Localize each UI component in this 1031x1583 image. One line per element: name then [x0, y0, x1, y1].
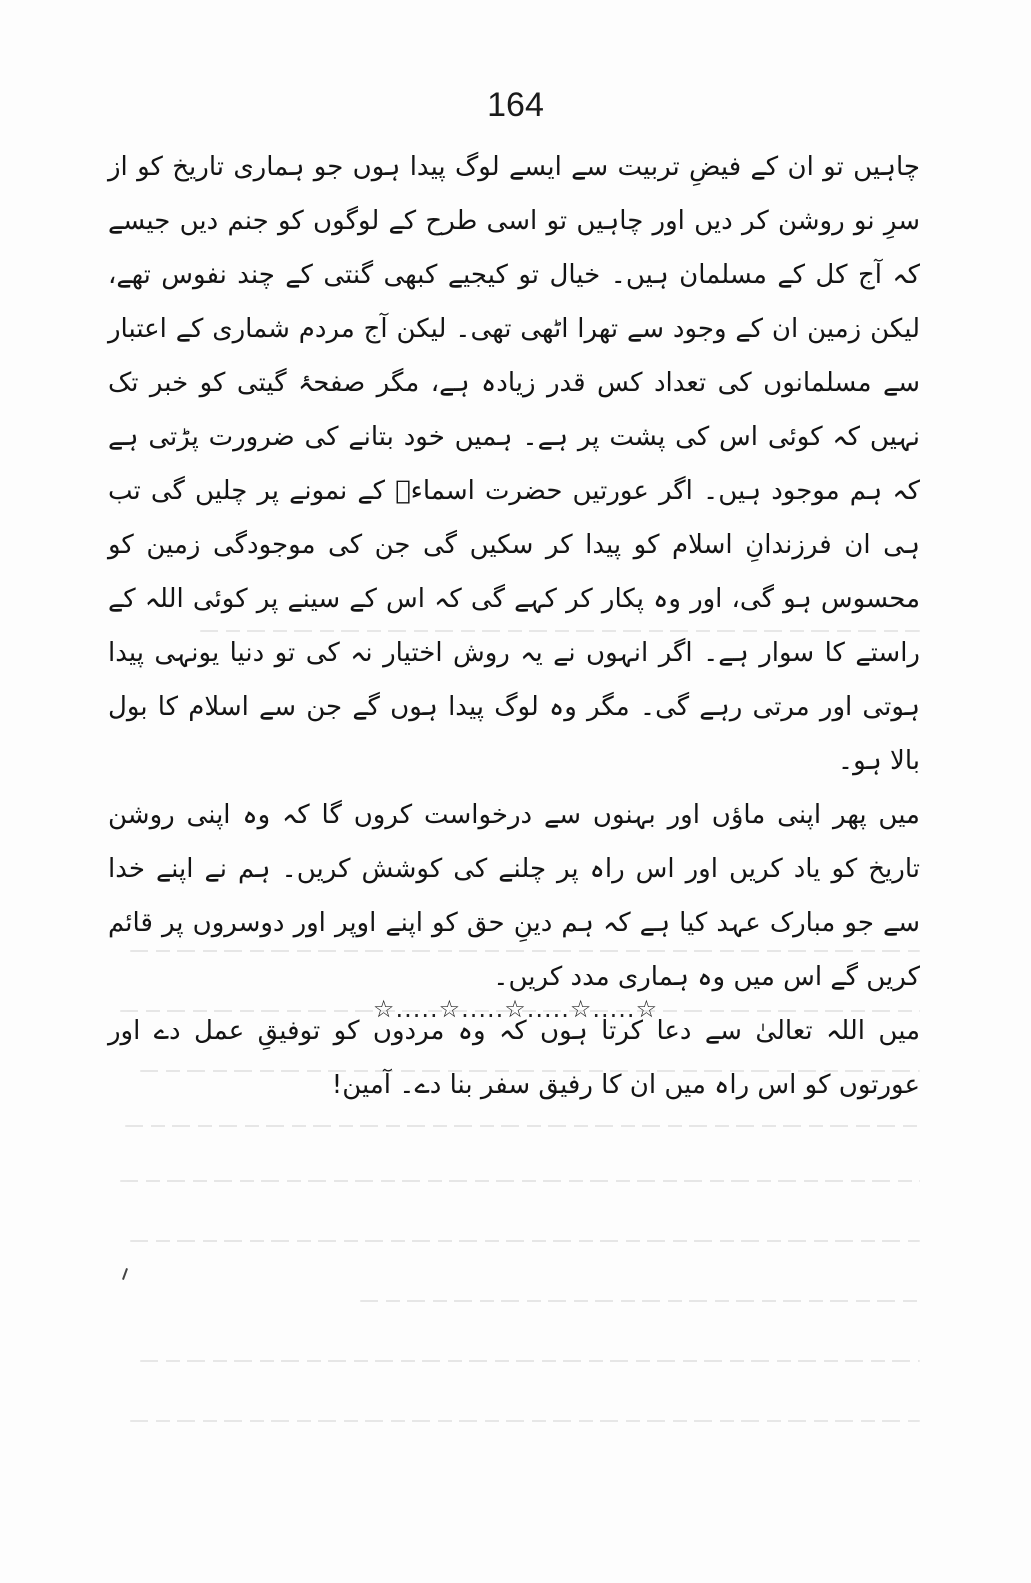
- bleed-line: [125, 1125, 920, 1127]
- page-number: 164: [487, 86, 544, 124]
- page-body: [108, 140, 920, 1112]
- bleed-line: [140, 1360, 920, 1362]
- bleed-line: [120, 1180, 920, 1182]
- paragraph: میں پھر اپنی ماؤں اور بہنوں سے درخواست کروں گا کہ وہ اپنی روشن تاریخ کو یاد کریں اور اس راہ پر چلنے کی کوشش کریں۔ ہم نے اپنے خدا سے جو مبارک عہد کیا ہے کہ ہم دینِ حق کو اپنے اوپر اور دوسروں پر قائم کریں گے اس میں وہ ہماری مدد کریں۔: [108, 800, 920, 992]
- star-separator: ☆.....☆.....☆.....☆.....☆: [372, 995, 659, 1023]
- bleed-line: [130, 1240, 920, 1242]
- bleed-line: [130, 1420, 920, 1422]
- pencil-mark: [122, 1268, 128, 1280]
- bleed-line: [360, 1300, 920, 1302]
- paragraph: چاہیں تو ان کے فیضِ تربیت سے ایسے لوگ پیدا ہوں جو ہماری تاریخ کو از سرِ نو روشن کر دیں اور چاہیں تو اسی طرح کے لوگوں کو جنم دیں جیسے کہ آج کل کے مسلمان ہیں۔ خیال تو کیجیے کبھی گنتی کے چند نفوس تھے، لیکن زمین ان کے وجود سے تھرا اٹھی تھی۔ لیکن آج مردم شماری کے اعتبار سے مسلمانوں کی تعداد کس قدر زیادہ ہے، مگر صفحۂ گیتی کو خبر تک نہیں کہ کوئی اس کی پشت پر ہے۔ ہمیں خود بتانے کی ضرورت پڑتی ہے کہ ہم موجود ہیں۔ اگر عورتیں حضرت اسماءؓ کے نمونے پر چلیں گی تب ہی ان فرزندانِ اسلام کو پیدا کر سکیں گی جن کی موجودگی زمین کو محسوس ہو گی، اور وہ پکار کر کہے گی کہ اس کے سینے پر کوئی اللہ کے راستے کا سوار ہے۔ اگر انہوں نے یہ روش اختیار نہ کی تو دنیا یونہی پیدا ہوتی اور مرتی رہے گی۔ مگر وہ لوگ پیدا ہوں گے جن سے اسلام کا بول بالا ہو۔: [108, 152, 920, 776]
- paragraph: میں اللہ تعالیٰ سے دعا کرتا ہوں کہ وہ مردوں کو توفیقِ عمل دے اور عورتوں کو اس راہ میں ان کا رفیق سفر بنا دے۔ آمین!: [108, 1016, 920, 1100]
